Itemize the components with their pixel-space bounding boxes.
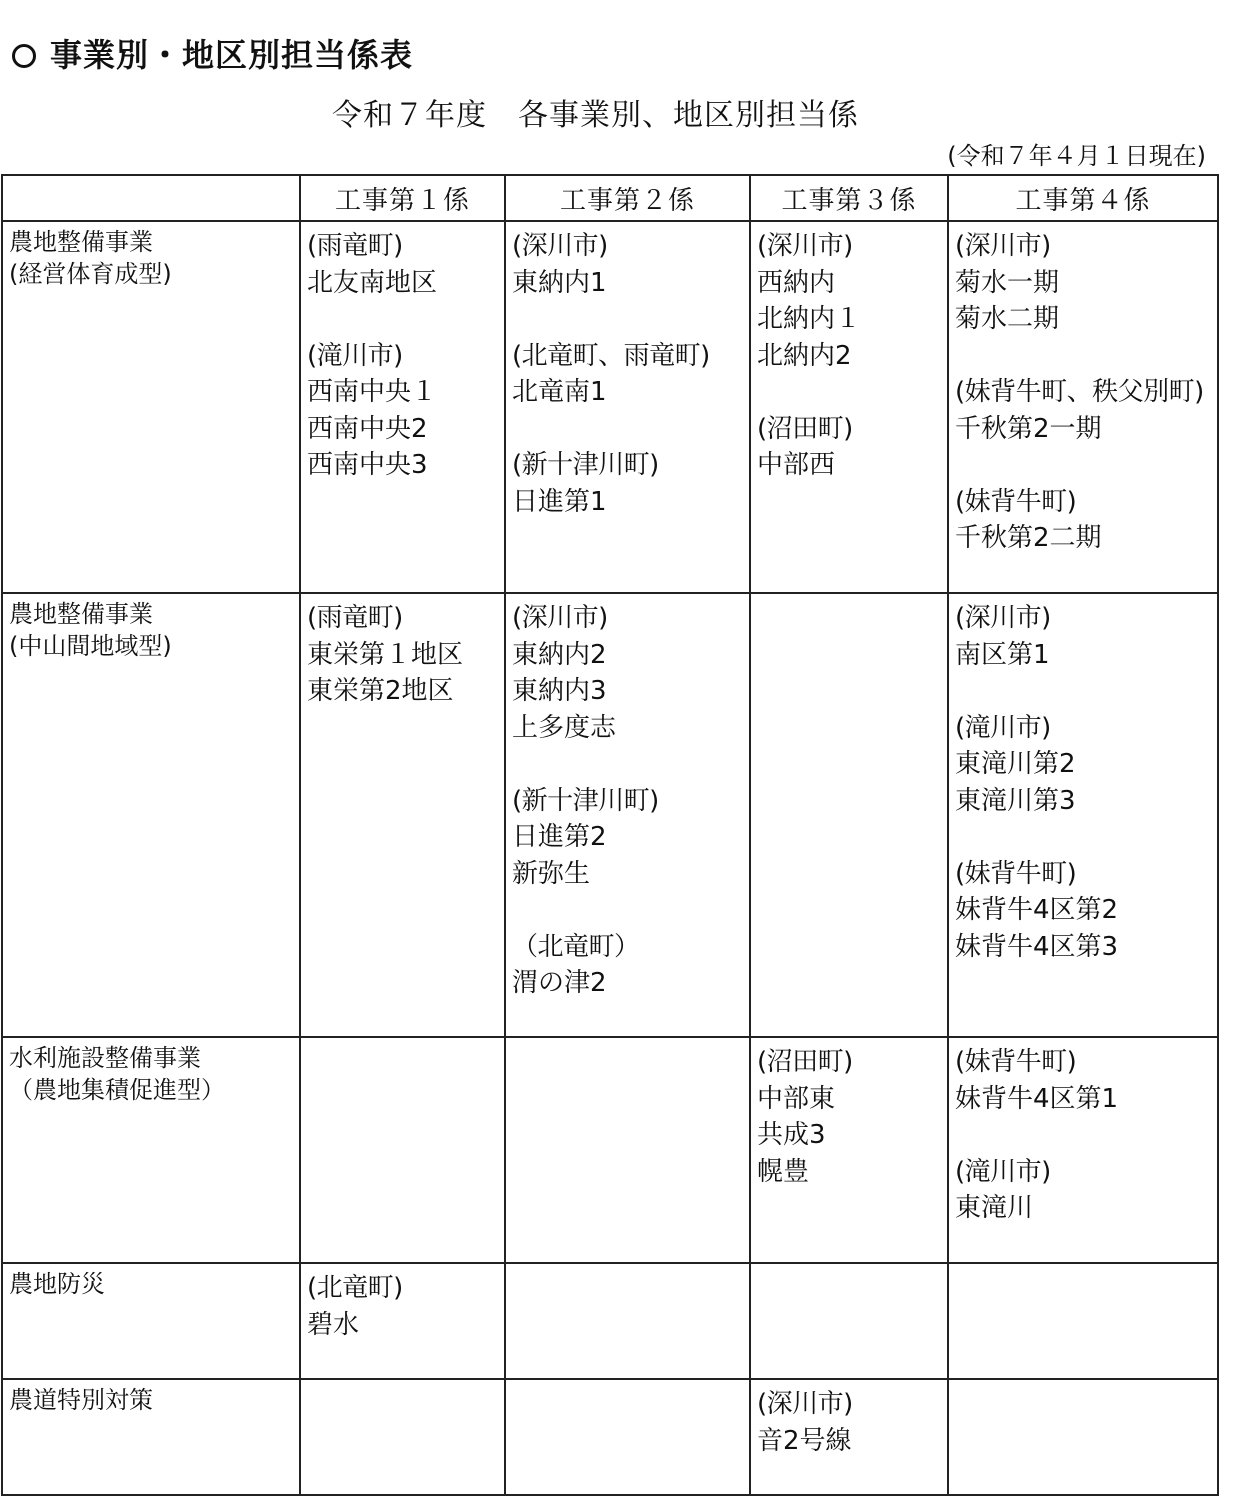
category-label: 農地整備事業 — [9, 228, 153, 256]
table-row — [2, 1263, 1218, 1379]
municipality-label: (深川市) — [512, 231, 608, 261]
assignment-cell — [750, 1379, 948, 1495]
line-spacer — [955, 819, 1211, 856]
assignment-cell — [505, 1379, 750, 1495]
line-spacer — [955, 447, 1211, 484]
municipality-label: (新十津川町) — [512, 450, 659, 480]
municipality-label: (北竜町、雨竜町) — [512, 340, 710, 371]
column-header: 工事第１係 — [300, 175, 505, 221]
assignment-cell — [300, 1037, 505, 1263]
municipality-label: （北竜町） — [512, 931, 640, 962]
table-subtitle: 令和７年度 各事業別、地区別担当係 — [332, 98, 859, 133]
header-row — [2, 175, 1218, 221]
district-name: 北竜南1 — [512, 377, 607, 407]
municipality-label: (妹背牛町、秩父別町) — [955, 377, 1204, 407]
district-name: 渭の津2 — [512, 968, 607, 998]
district-name: 妹背牛4区第1 — [955, 1083, 1119, 1114]
category-label: (経営体育成型) — [9, 260, 172, 288]
municipality-label: (滝川市) — [955, 1156, 1051, 1187]
category-cell — [2, 1037, 300, 1263]
assignment-cell — [300, 593, 505, 1037]
municipality-label: (妹背牛町) — [955, 858, 1077, 889]
table-row — [2, 593, 1218, 1037]
district-name: 東納内3 — [512, 676, 607, 706]
municipality-label: (深川市) — [512, 603, 608, 633]
district-name: 東栄第2地区 — [307, 676, 454, 706]
district-name: 幌豊 — [757, 1156, 810, 1187]
district-name: 東滝川 — [955, 1193, 1034, 1223]
column-header: 工事第２係 — [505, 175, 750, 221]
table-row — [2, 221, 1218, 593]
district-name: 日進第2 — [512, 822, 607, 852]
district-name: 東栄第１地区 — [307, 639, 464, 670]
heading-text: 事業別・地区別担当係表 — [50, 36, 414, 74]
district-name: 千秋第2一期 — [955, 413, 1102, 444]
district-name: 妹背牛4区第3 — [955, 931, 1119, 962]
municipality-label: (北竜町) — [307, 1273, 403, 1303]
assignment-cell — [750, 1263, 948, 1379]
district-name: 北納内2 — [757, 340, 852, 371]
district-name: 中部東 — [757, 1083, 836, 1114]
line-spacer — [307, 301, 498, 338]
municipality-label: (深川市) — [955, 231, 1051, 261]
line-spacer — [757, 374, 941, 411]
assignment-cell — [300, 1379, 505, 1495]
district-name: 千秋第2二期 — [955, 523, 1102, 553]
municipality-label: (深川市) — [757, 1389, 853, 1419]
line-spacer — [512, 892, 743, 929]
assignment-cell — [750, 593, 948, 1037]
municipality-label: (新十津川町) — [512, 785, 659, 816]
assignment-cell — [300, 1263, 505, 1379]
line-spacer — [512, 746, 743, 783]
assignment-cell — [505, 221, 750, 593]
municipality-label: (滝川市) — [307, 340, 403, 371]
assignment-cell — [505, 593, 750, 1037]
municipality-label: (雨竜町) — [307, 603, 403, 633]
table-row — [2, 1379, 1218, 1495]
district-name: 菊水二期 — [955, 304, 1060, 334]
district-name: 共成3 — [757, 1120, 826, 1150]
municipality-label: (沼田町) — [757, 413, 853, 444]
category-label: 農地整備事業 — [9, 600, 153, 628]
line-spacer — [512, 411, 743, 448]
assignment-cell — [948, 1037, 1218, 1263]
district-name: 西納内 — [757, 267, 836, 298]
district-name: 西南中央2 — [307, 413, 428, 444]
assignment-cell — [948, 593, 1218, 1037]
as-of-date: (令和７年４月１日現在) — [947, 142, 1206, 170]
district-name: 南区第1 — [955, 639, 1050, 670]
category-label: （農地集積促進型） — [9, 1076, 225, 1104]
district-name: 碧水 — [307, 1309, 360, 1340]
assignment-cell — [948, 221, 1218, 593]
district-name: 中部西 — [757, 450, 836, 480]
district-name: 東納内1 — [512, 267, 607, 298]
line-spacer — [955, 338, 1211, 375]
line-spacer — [512, 301, 743, 338]
circle-bullet-icon — [12, 44, 36, 68]
district-name: 北友南地区 — [307, 267, 438, 298]
category-cell — [2, 1263, 300, 1379]
municipality-label: (沼田町) — [757, 1047, 853, 1077]
corner-cell — [2, 175, 300, 221]
district-name: 妹背牛4区第2 — [955, 895, 1119, 925]
page-heading — [12, 30, 413, 76]
municipality-label: (深川市) — [955, 603, 1051, 633]
assignment-cell — [505, 1037, 750, 1263]
municipality-label: (深川市) — [757, 231, 853, 261]
municipality-label: (妹背牛町) — [955, 486, 1077, 517]
municipality-label: (滝川市) — [955, 712, 1051, 743]
municipality-label: (妹背牛町) — [955, 1047, 1077, 1077]
category-cell — [2, 1379, 300, 1495]
category-cell — [2, 221, 300, 593]
assignment-cell — [750, 221, 948, 593]
category-cell — [2, 593, 300, 1037]
table-row — [2, 1037, 1218, 1263]
district-name: 新弥生 — [512, 858, 591, 889]
assignment-cell — [300, 221, 505, 593]
assignment-cell — [948, 1263, 1218, 1379]
line-spacer — [955, 673, 1211, 710]
column-header: 工事第４係 — [948, 175, 1218, 221]
category-label: 農地防災 — [9, 1270, 105, 1298]
district-name: 東滝川第2 — [955, 749, 1076, 779]
category-label: 水利施設整備事業 — [9, 1044, 201, 1072]
district-name: 東納内2 — [512, 639, 607, 670]
assignment-cell — [505, 1263, 750, 1379]
assignment-cell — [948, 1379, 1218, 1495]
assignment-table — [1, 174, 1219, 1496]
category-label: 農道特別対策 — [9, 1386, 153, 1414]
assignment-cell — [750, 1037, 948, 1263]
district-name: 北納内１ — [757, 304, 862, 334]
table-body — [2, 221, 1218, 1495]
district-name: 菊水一期 — [955, 267, 1060, 298]
category-label: (中山間地域型) — [9, 632, 172, 660]
line-spacer — [955, 1117, 1211, 1154]
municipality-label: (雨竜町) — [307, 231, 403, 261]
district-name: 上多度志 — [512, 712, 617, 743]
district-name: 西南中央3 — [307, 450, 428, 480]
district-name: 音2号線 — [757, 1425, 852, 1456]
district-name: 東滝川第3 — [955, 785, 1076, 816]
district-name: 西南中央１ — [307, 377, 438, 407]
district-name: 日進第1 — [512, 486, 607, 517]
column-header: 工事第３係 — [750, 175, 948, 221]
